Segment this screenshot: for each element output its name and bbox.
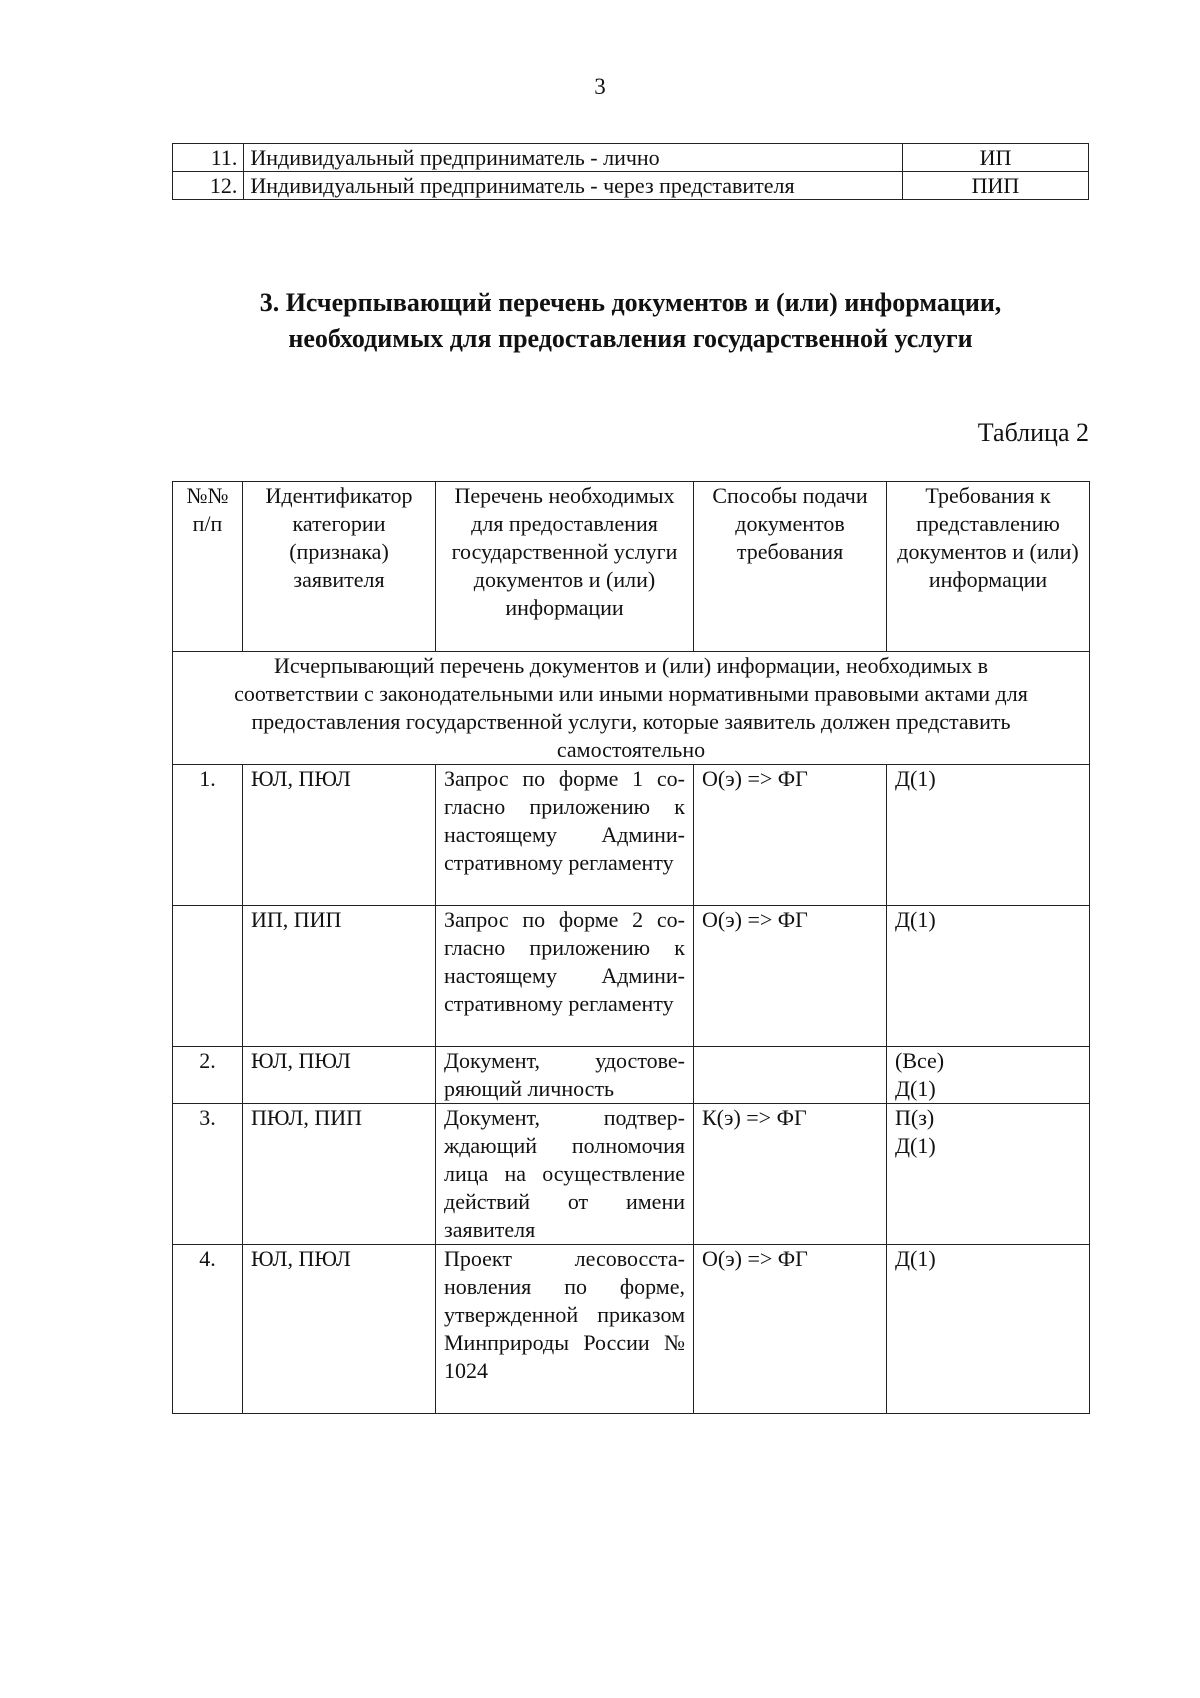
table-row [173, 172, 1089, 200]
documents-table [172, 481, 1090, 1414]
category-name: Индивидуальный предприниматель - лично [244, 144, 903, 172]
row-requirements [887, 1104, 1090, 1245]
section-heading-line-1: 3. Исчерпывающий перечень документов и (или) информации, [259, 288, 1002, 317]
header-requirements: Требования к представлению документов и (или) информации [887, 482, 1090, 652]
header-documents: Перечень необходимых для предоставления государственной услуги документов и (или) информации [436, 482, 694, 652]
row-category: ПЮЛ, ПИП [243, 1104, 436, 1245]
table-row [173, 144, 1089, 172]
row-requirements [887, 906, 1090, 1047]
row-document: Документ, удостоверяющий личность [436, 1047, 694, 1104]
table-row [173, 765, 1090, 906]
span-row-text: Исчерпывающий перечень документов и (или) информации, необходимых в соответствии с законодательными или иными нормативными правовыми актами для предоставления государственной услуги, которые заявитель должен представить самостоятельно [173, 652, 1090, 765]
table-row [173, 1245, 1090, 1414]
category-code: ИП [902, 144, 1088, 172]
row-number: 2. [173, 1047, 243, 1104]
header-row [173, 482, 1090, 652]
requirement-line: Д(1) [895, 1076, 936, 1101]
section-heading [172, 285, 1089, 357]
table-row [173, 906, 1090, 1047]
applicant-category-table-continuation [172, 143, 1089, 200]
row-requirements [887, 765, 1090, 906]
table-row [173, 1104, 1090, 1245]
table-label: Таблица 2 [977, 418, 1089, 447]
row-method [694, 1047, 887, 1104]
requirement-line: Д(1) [895, 1133, 936, 1158]
row-category: ЮЛ, ПЮЛ [243, 1047, 436, 1104]
requirement-line: Д(1) [895, 907, 936, 932]
section-heading-line-2: необходимых для предоставления государственной услуги [288, 324, 973, 353]
row-number: 12. [173, 172, 244, 200]
requirement-line: (Все) [895, 1048, 945, 1073]
requirement-line: П(з) [895, 1105, 935, 1130]
category-code: ПИП [902, 172, 1088, 200]
row-method: О(э) => ФГ [694, 906, 887, 1047]
row-category: ЮЛ, ПЮЛ [243, 1245, 436, 1414]
row-requirements [887, 1047, 1090, 1104]
section-span-row [173, 652, 1090, 765]
row-number: 3. [173, 1104, 243, 1245]
row-number: 1. [173, 765, 243, 906]
row-document: Проект лесовосстановления по форме, утвержденной приказом Минприроды России № 1024 [436, 1245, 694, 1414]
row-number: 11. [173, 144, 244, 172]
row-document: Запрос по форме 2 согласно приложению к настоящему Административному регламенту [436, 906, 694, 1047]
requirement-line: Д(1) [895, 766, 936, 791]
header-num: №№ п/п [173, 482, 243, 652]
header-methods: Способы подачи документов требования [694, 482, 887, 652]
requirement-line: Д(1) [895, 1246, 936, 1271]
row-number [173, 906, 243, 1047]
row-method: О(э) => ФГ [694, 765, 887, 906]
page-number: 3 [594, 74, 606, 99]
row-document: Документ, подтверждающий полномочия лица на осуществление действий от имени заявителя [436, 1104, 694, 1245]
row-requirements [887, 1245, 1090, 1414]
row-method: К(э) => ФГ [694, 1104, 887, 1245]
category-name: Индивидуальный предприниматель - через представителя [244, 172, 903, 200]
table-row [173, 1047, 1090, 1104]
row-category: ЮЛ, ПЮЛ [243, 765, 436, 906]
row-document: Запрос по форме 1 согласно приложению к настоящему Административному регламенту [436, 765, 694, 906]
row-method: О(э) => ФГ [694, 1245, 887, 1414]
header-category: Идентификатор категории (признака) заявителя [243, 482, 436, 652]
row-category: ИП, ПИП [243, 906, 436, 1047]
row-number: 4. [173, 1245, 243, 1414]
